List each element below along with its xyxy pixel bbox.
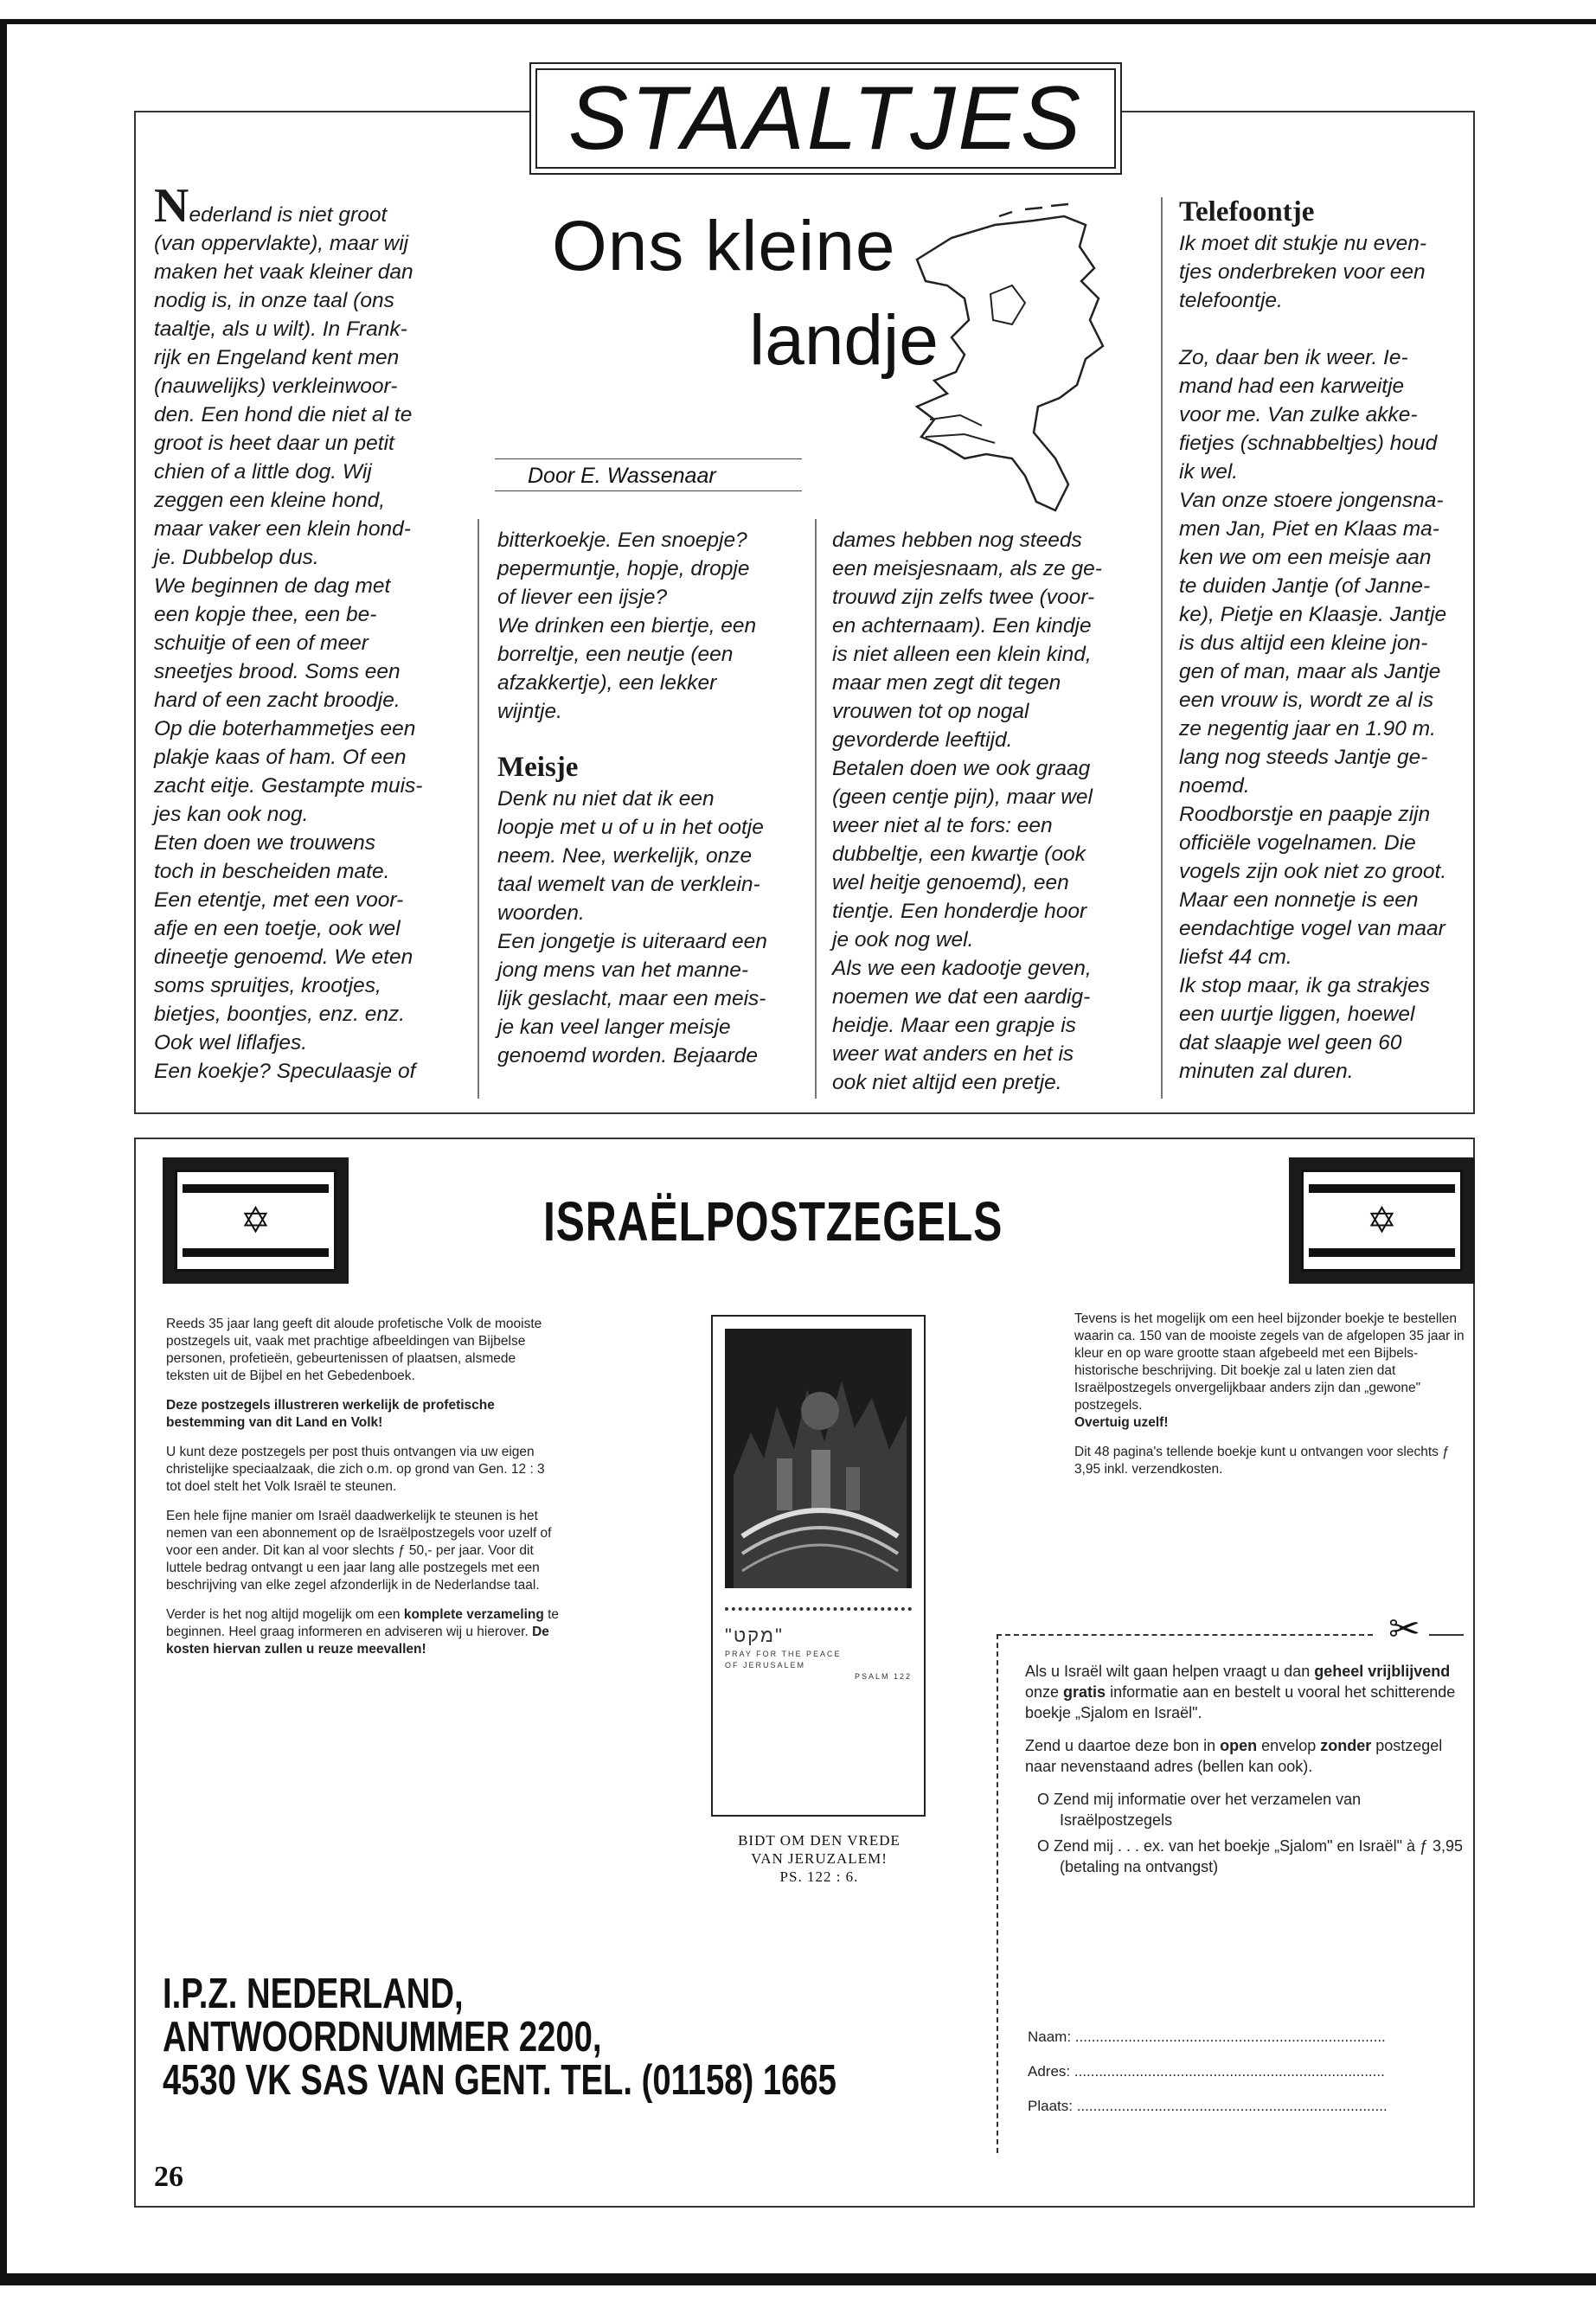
text-line: je kan veel langer meisje	[497, 1016, 731, 1039]
text-line	[1179, 315, 1465, 343]
text-line: vrouwen tot op nogal	[832, 700, 1029, 723]
text-line: taaltje, als u wilt). In Frank-	[154, 317, 407, 341]
text-line: dubbeltje, een kwartje (ook	[832, 843, 1086, 866]
text-line: taal wemelt van de verklein-	[497, 873, 760, 896]
text-line: liefst 44 cm.	[1179, 945, 1292, 969]
text-line: fietjes (schnabbeltjes) houd	[1179, 432, 1438, 455]
text-line: ik wel.	[1179, 460, 1239, 484]
left-rule	[0, 19, 7, 2285]
text-line: Zo, daar ben ik weer. Ie-	[1179, 346, 1408, 369]
text-line: voor me. Van zulke akke-	[1179, 403, 1418, 426]
text-line: jes kan ook nog.	[154, 803, 309, 826]
text-line: borreltje, een neutje (een	[497, 643, 734, 666]
column-divider	[1161, 197, 1163, 1099]
coupon-option-info[interactable]: O Zend mij informatie over het verzamelen van Israëlpostzegels	[1037, 1791, 1362, 1829]
star-of-david-icon: ✡	[240, 1199, 272, 1241]
text-line: telefoontje.	[1179, 289, 1283, 312]
coupon-cut-line	[997, 1634, 1373, 1636]
text-line: lang nog steeds Jantje ge-	[1179, 746, 1428, 769]
stamp-tab-line: PRAY FOR THE PEACE	[725, 1650, 842, 1658]
text-line: heidje. Maar een grapje is	[832, 1014, 1076, 1037]
text-line: ze negentig jaar en 1.90 m.	[1179, 717, 1436, 740]
text-line: een meisjesnaam, als ze ge-	[832, 557, 1102, 580]
text-line: lijk geslacht, maar een meis-	[497, 987, 766, 1010]
text-line: jong mens van het manne-	[497, 958, 749, 982]
coupon-cut-line	[1429, 1634, 1464, 1636]
ad-paragraph-bold: Deze postzegels illustreren werkelijk de profetische bestemming van dit Land en Volk!	[166, 1398, 495, 1430]
text-line: officiële vogelnamen. Die	[1179, 831, 1416, 855]
text-line: (geen centje pijn), maar wel	[832, 785, 1093, 809]
bottom-rule	[0, 2273, 1596, 2285]
text-line: of liever een ijsje?	[497, 586, 668, 609]
israel-flag-left	[163, 1157, 349, 1284]
text-line: ook niet altijd een pretje.	[832, 1071, 1062, 1094]
stamp-tab	[725, 1607, 912, 1682]
article-column-2	[497, 526, 804, 1070]
text-line: gen of man, maar als Jantje	[1179, 660, 1441, 683]
text-line: woorden.	[497, 901, 585, 925]
stamp-tab-line: "מקט"	[725, 1625, 784, 1646]
text-line: Betalen doen we ook graag	[832, 757, 1091, 780]
text-line: dat slaapje wel geen 60	[1179, 1031, 1402, 1054]
text-line: een kopje thee, een be-	[154, 603, 377, 626]
name-field[interactable]: Naam: ............................................................................	[1028, 2029, 1386, 2045]
ad-title: ISRAËLPOSTZEGELS	[543, 1190, 1003, 1253]
ad-paragraph: Dit 48 pagina's tellende boekje kunt u ontvangen voor slechts ƒ 3,95 inkl. verzendkosten.	[1074, 1445, 1450, 1477]
text-line: ke), Pietje en Klaasje. Jantje	[1179, 603, 1447, 626]
jerusalem-stamp	[711, 1315, 926, 1817]
coupon-paragraph: Zend u daartoe deze bon in open envelop zonder postzegel naar nevenstaand adres (bellen kan ook).	[1025, 1737, 1443, 1775]
text-line: Een etentje, met een voor-	[154, 888, 404, 912]
text-line: te duiden Jantje (of Janne-	[1179, 574, 1431, 598]
text-line: (van oppervlakte), maar wij	[154, 232, 409, 255]
text-line: schuitje of een of meer	[154, 631, 369, 655]
ad-paragraph: U kunt deze postzegels per post thuis ontvangen via uw eigen christelijke speciaalzaak, die zich o.m. op grond van Gen. 12 : 3 tot doel stelt het Volk Israël te steunen.	[166, 1445, 545, 1494]
text-line: (nauwelijks) verkleinwoor-	[154, 375, 398, 398]
text-line: chien of a little dog. Wij	[154, 460, 372, 484]
text-line: soms spruitjes, krootjes,	[154, 974, 381, 997]
text-line: wijntje.	[497, 700, 562, 723]
text-line: noemen we dat een aardig-	[832, 985, 1091, 1009]
article-column-3	[832, 526, 1144, 1097]
coupon-cut-line	[997, 1634, 998, 2153]
text-line: We drinken een biertje, een	[497, 614, 757, 638]
stamp-tab-line: OF JERUSALEM	[725, 1661, 806, 1670]
text-line: Maar een nonnetje is een	[1179, 888, 1419, 912]
text-line: Ik moet dit stukje nu even-	[1179, 232, 1426, 255]
text-line: is niet alleen een klein kind,	[832, 643, 1092, 666]
text-line: eendachtige vogel van maar	[1179, 917, 1445, 940]
text-line: maar men zegt dit tegen	[832, 671, 1061, 695]
text-line: mand had een karweitje	[1179, 375, 1405, 398]
star-of-david-icon: ✡	[1366, 1199, 1398, 1241]
section-banner	[529, 62, 1122, 175]
text-line: tientje. Een honderdje hoor	[832, 900, 1087, 923]
article-column-1	[154, 179, 465, 1086]
text-line: den. Een hond die niet al te	[154, 403, 413, 426]
address-field[interactable]: Adres: ............................................................................	[1028, 2063, 1385, 2080]
top-rule	[0, 19, 1596, 24]
text-line: pepermuntje, hopje, dropje	[497, 557, 750, 580]
text-line: bietjes, boontjes, enz. enz.	[154, 1003, 406, 1026]
text-line: Een jongetje is uiteraard een	[497, 930, 767, 953]
text-line: vogels zijn ook niet zo groot.	[1179, 860, 1447, 883]
text-line: rijk en Engeland kent men	[154, 346, 400, 369]
text-line: Een koekje? Speculaasje of	[154, 1060, 416, 1083]
text-line: ederland is niet groot	[189, 203, 388, 227]
text-line: hard of een zacht broodje.	[154, 689, 401, 712]
ad-left-column	[166, 1316, 560, 1670]
subheading: Telefoontje	[1179, 196, 1315, 228]
text-line: Roodborstje en paapje zijn	[1179, 803, 1431, 826]
text-line: tjes onderbreken voor een	[1179, 260, 1426, 284]
text-line: Van onze stoere jongensna-	[1179, 489, 1444, 512]
coupon	[1025, 1661, 1471, 1882]
section-banner-title: STAALTJES	[535, 68, 1116, 169]
text-line: bitterkoekje. Een snoepje?	[497, 529, 747, 552]
text-line: zacht eitje. Gestampte muis-	[154, 774, 423, 798]
ad-paragraph: Een hele fijne manier om Israël daadwerkelijk te steunen is het nemen van een abonnement op de Israëlpostzegels voor uzelf of voor een ander. Dit kan al voor slechts ƒ 50,- per jaar. Voor dit luttele bedrag ontvangt u een jaar lang alle postzegels met een beschrijving van elke zegel afzonderlijk in de Nederlandse taal.	[166, 1509, 552, 1593]
page-number: 26	[154, 2161, 183, 2193]
text-line: noemd.	[1179, 774, 1250, 798]
text-line: We beginnen de dag met	[154, 574, 391, 598]
article-column-4	[1179, 195, 1465, 1086]
subheading: Meisje	[497, 752, 579, 783]
scissors-icon: ✂	[1388, 1607, 1420, 1651]
stamp-caption: BIDT OM DEN VREDE VAN JERUZALEM! PS. 122 : 6.	[738, 1832, 901, 1885]
text-line: weer wat anders en het is	[832, 1042, 1074, 1066]
text-line: dames hebben nog steeds	[832, 529, 1082, 552]
text-line: zeggen een kleine hond,	[154, 489, 385, 512]
israel-flag-right	[1289, 1157, 1475, 1284]
text-line: afzakkertje), een lekker	[497, 671, 717, 695]
netherlands-map-icon	[882, 199, 1168, 528]
text-line: een uurtje liggen, hoewel	[1179, 1003, 1415, 1026]
drop-cap: N	[154, 179, 189, 233]
text-line: nodig is, in onze taal (ons	[154, 289, 394, 312]
text-line: sneetjes brood. Soms een	[154, 660, 401, 683]
coupon-option-booklet[interactable]: O Zend mij . . . ex. van het boekje „Sjalom" en Israël" à ƒ 3,95 (betaling na ontvangst)	[1037, 1837, 1464, 1875]
ad-paragraph-bold: Overtuig uzelf!	[1074, 1415, 1169, 1430]
text-line: loopje met u of u in het ootje	[497, 816, 764, 839]
text-line: Eten doen we trouwens	[154, 831, 376, 855]
text-line: je. Dubbelop dus.	[154, 546, 319, 569]
text-line: neem. Nee, werkelijk, onze	[497, 844, 753, 868]
reply-address: I.P.Z. NEDERLAND, ANTWOORDNUMMER 2200, 4530 VK SAS VAN GENT. TEL. (01158) 1665	[163, 1971, 836, 2104]
text-line: groot is heet daar un petit	[154, 432, 394, 455]
article-byline: Door E. Wassenaar	[495, 458, 802, 491]
text-line: je ook nog wel.	[832, 928, 974, 952]
column-divider	[815, 519, 817, 1099]
text-line: Als we een kadootje geven,	[832, 957, 1092, 980]
article-title-line1: Ons kleine	[552, 207, 896, 285]
text-line: maken het vaak kleiner dan	[154, 260, 413, 284]
text-line: genoemd worden. Bejaarde	[497, 1044, 759, 1067]
ad-paragraph: Tevens is het mogelijk om een heel bijzonder boekje te bestellen waarin ca. 150 van de mooiste zegels van de afgelopen 35 jaar in kleur en op ware grootte staan afgebeeld met een Bijbels-historische beschrijving. Dit boekje zal u laten zien dat Israëlpostzegels onvergelijkbaar anders zijn dan „gewone" postzegels.	[1074, 1311, 1465, 1413]
text-line: Ook wel liflafjes.	[154, 1031, 308, 1054]
text-line: afje en een toetje, ook wel	[154, 917, 401, 940]
text-line: en achternaam). Een kindje	[832, 614, 1092, 638]
text-line: ken we om een meisje aan	[1179, 546, 1432, 569]
stamp-image	[725, 1329, 912, 1588]
text-line: Op die boterhammetjes een	[154, 717, 416, 740]
text-line: men Jan, Piet en Klaas ma-	[1179, 517, 1439, 541]
ad-paragraph: Reeds 35 jaar lang geeft dit aloude profetische Volk de mooiste postzegels uit, vaak met prachtige afbeeldingen van Bijbelse personen, profetieën, gebeurtenissen of plaatsen, alsmede teksten uit de Bijbel en het Gebedenboek.	[166, 1317, 542, 1383]
stamp-tab-line: PSALM 122	[854, 1672, 912, 1681]
text-line: dineetje genoemd. We eten	[154, 945, 413, 969]
text-line: weer niet al te fors: een	[832, 814, 1053, 837]
text-line: minuten zal duren.	[1179, 1060, 1354, 1083]
text-line: wel heitje genoemd), een	[832, 871, 1069, 894]
text-line: is dus altijd een kleine jon-	[1179, 631, 1428, 655]
text-line: maar vaker een klein hond-	[154, 517, 411, 541]
city-field[interactable]: Plaats: ............................................................................	[1028, 2098, 1388, 2114]
ad-paragraph: Verder is het nog altijd mogelijk om een komplete verzameling te beginnen. Heel graag informeren en adviseren wij u hierover. De kosten hiervan zullen u reuze meevallen!	[166, 1607, 560, 1657]
text-line: trouwd zijn zelfs twee (voor-	[832, 586, 1095, 609]
text-line: toch in bescheiden mate.	[154, 860, 390, 883]
article-title-line2: landje	[749, 301, 939, 380]
ad-right-column	[1074, 1311, 1472, 1490]
text-line: plakje kaas of ham. Of een	[154, 746, 407, 769]
coupon-paragraph: Als u Israël wilt gaan helpen vraagt u dan geheel vrijblijvend onze gratis informatie aan en bestelt u vooral het schitterende boekje „Sjalom en Israël".	[1025, 1663, 1456, 1721]
text-line: een vrouw is, wordt ze al is	[1179, 689, 1434, 712]
text-line: Ik stop maar, ik ga strakjes	[1179, 974, 1431, 997]
text-line: gevorderde leeftijd.	[832, 728, 1013, 752]
text-line: Denk nu niet dat ik een	[497, 787, 715, 811]
column-divider	[478, 519, 479, 1099]
